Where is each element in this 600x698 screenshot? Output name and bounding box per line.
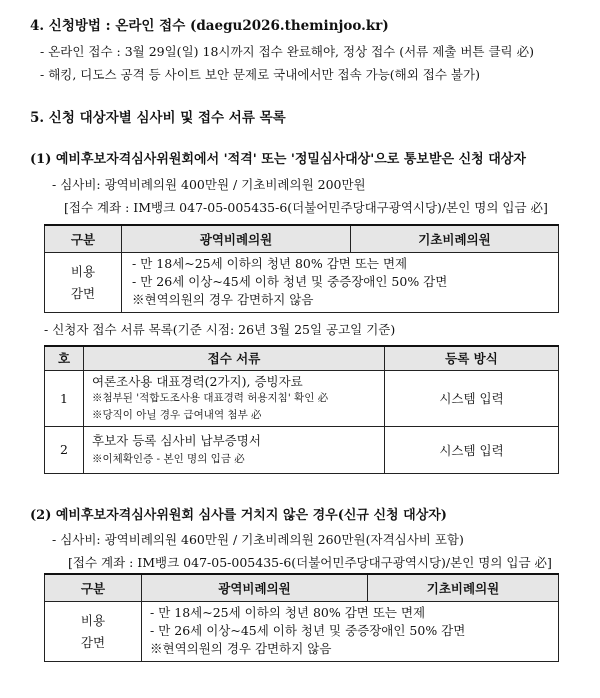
docs-row-1-doc — [84, 370, 385, 426]
docs-row-2-note: ※이체확인증 - 본인 명의 입금 必 — [92, 452, 245, 465]
section-4-bullet-2: - 해킹, 디도스 공격 등 사이트 보안 문제로 국내에서만 접속 가능(해외 접수 불가) — [40, 67, 480, 82]
part-1-account: [접수 계좌 : IM뱅크 047-05-005435-6(더불어민주당대구광역시당)/본인 명의 입금 必] — [64, 200, 548, 215]
docs-header-doc: 접수 서류 — [84, 346, 385, 370]
section-4-title: 4. 신청방법 : 온라인 접수 (daegu2026.theminjoo.kr) — [30, 18, 389, 34]
table-2-header-metro: 광역비례의원 — [142, 574, 368, 601]
row-label-line-1: 비용 — [70, 264, 96, 279]
docs-row-1-note-1: ※첨부된 '적합도조사용 대표경력 허용지침' 확인 必 — [92, 391, 329, 404]
part-2-fee: - 심사비: 광역비례의원 460만원 / 기초비례의원 260만원(자격심사비 포함) — [52, 532, 464, 547]
table-2-reduction-line-2: - 만 26세 이상~45세 이하 청년 및 중증장애인 50% 감면 — [150, 623, 466, 638]
row-label-line-2: 감면 — [70, 286, 96, 301]
docs-row-1-main: 여론조사용 대표경력(2가지), 증빙자료 — [92, 373, 303, 389]
table-header-local: 기초비례의원 — [351, 225, 559, 252]
part-1-fee: - 심사비: 광역비례의원 400만원 / 기초비례의원 200만원 — [52, 177, 366, 192]
part-1-heading: (1) 예비후보자격심사위원회에서 '적격' 또는 '정밀심사대상'으로 통보받은 신청 대상자 — [30, 152, 526, 167]
part-2-fee-table — [44, 573, 559, 662]
section-5-title: 5. 신청 대상자별 심사비 및 접수 서류 목록 — [30, 110, 286, 126]
reduction-line-1: - 만 18세~25세 이하의 청년 80% 감면 또는 면제 — [132, 256, 408, 271]
docs-heading: - 신청자 접수 서류 목록(기준 시점: 26년 3월 25일 공고일 기준) — [44, 322, 396, 337]
docs-row-1-no: 1 — [45, 370, 84, 426]
table-2-row-label-line-2: 감면 — [80, 635, 106, 650]
part-2-heading: (2) 예비후보자격심사위원회 심사를 거치지 않은 경우(신규 신청 대상자) — [30, 508, 447, 523]
part-2-account: [접수 계좌 : IM뱅크 047-05-005435-6(더불어민주당대구광역시당)/본인 명의 입금 必] — [68, 555, 552, 570]
docs-row-1-method: 시스템 입력 — [385, 370, 559, 426]
section-4-bullet-1: - 온라인 접수 : 3월 29일(일) 18시까지 접수 완료해야, 정상 접수 (서류 제출 버튼 클릭 必) — [40, 44, 534, 59]
table-2-reduction-line-3: ※현역의원의 경우 감면하지 않음 — [150, 641, 332, 656]
table-2-header-category: 구분 — [45, 574, 142, 601]
reduction-details — [122, 252, 559, 312]
docs-row-2-main: 후보자 등록 심사비 납부증명서 — [92, 432, 261, 448]
table-2-row-label — [45, 601, 142, 661]
docs-header-no: 호 — [45, 346, 84, 370]
table-2-reduction-details — [142, 601, 559, 661]
docs-header-method: 등록 방식 — [385, 346, 559, 370]
table-2-reduction-line-1: - 만 18세~25세 이하의 청년 80% 감면 또는 면제 — [150, 605, 426, 620]
part-1-fee-table — [44, 224, 559, 313]
docs-row-2-doc — [84, 426, 385, 473]
table-header-category: 구분 — [45, 225, 122, 252]
docs-row-1-note-2: ※당직이 아닐 경우 급여내역 첨부 必 — [92, 408, 262, 421]
table-2-header-local: 기초비례의원 — [368, 574, 559, 601]
reduction-line-2: - 만 26세 이상~45세 이하 청년 및 중증장애인 50% 감면 — [132, 274, 448, 289]
docs-table — [44, 345, 559, 474]
docs-row-2-no: 2 — [45, 426, 84, 473]
row-label — [45, 252, 122, 312]
table-2-row-label-line-1: 비용 — [80, 613, 106, 628]
docs-row-2-method: 시스템 입력 — [385, 426, 559, 473]
table-header-metro: 광역비례의원 — [122, 225, 351, 252]
reduction-line-3: ※현역의원의 경우 감면하지 않음 — [132, 292, 314, 307]
